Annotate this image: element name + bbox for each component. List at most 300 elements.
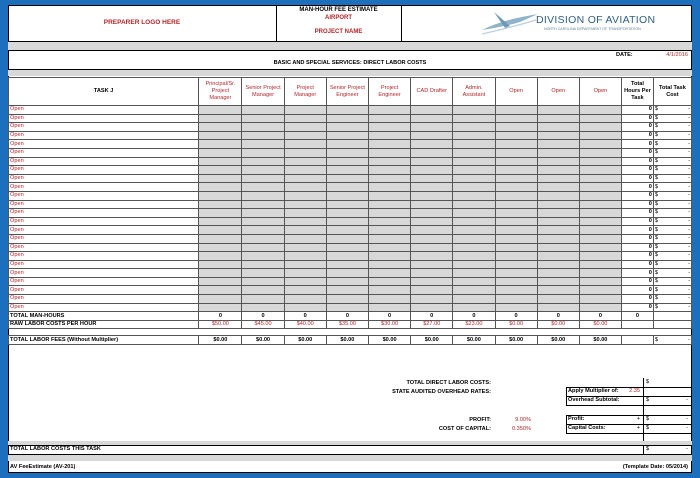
hours-input-cell[interactable] [579,131,621,140]
hours-input-cell[interactable] [242,148,284,157]
hours-input-cell[interactable] [579,166,621,175]
raw-rate-value[interactable]: $30.00 [368,320,410,329]
hours-input-cell[interactable] [242,123,284,132]
hours-input-cell[interactable] [368,123,410,132]
hours-input-cell[interactable] [537,174,579,183]
row-cost-value: - [688,209,690,216]
hours-input-cell[interactable] [537,269,579,278]
hours-input-cell[interactable] [368,286,410,295]
hours-input-cell[interactable] [199,303,242,312]
task-name-cell[interactable]: Open [9,174,199,183]
hours-input-cell[interactable] [453,140,495,149]
hours-input-cell[interactable] [199,252,242,261]
hours-input-cell[interactable] [537,217,579,226]
hours-input-cell[interactable] [579,286,621,295]
hours-input-cell[interactable] [326,200,368,209]
hours-input-cell[interactable] [537,106,579,115]
role-header[interactable]: Open [579,78,621,106]
hours-input-cell[interactable] [411,148,453,157]
hours-input-cell[interactable] [199,243,242,252]
hours-input-cell[interactable] [284,269,326,278]
hours-input-cell[interactable] [411,226,453,235]
hours-input-cell[interactable] [199,140,242,149]
hours-input-cell[interactable] [453,277,495,286]
hours-input-cell[interactable] [411,140,453,149]
hours-input-cell[interactable] [242,166,284,175]
hours-input-cell[interactable] [199,166,242,175]
hours-input-cell[interactable] [537,131,579,140]
hours-input-cell[interactable] [284,277,326,286]
hours-input-cell[interactable] [495,140,537,149]
hours-input-cell[interactable] [453,226,495,235]
task-name-cell[interactable]: Open [9,260,199,269]
hours-input-cell[interactable] [537,243,579,252]
role-header[interactable]: Open [537,78,579,106]
task-name-cell[interactable]: Open [9,286,199,295]
hours-input-cell[interactable] [495,295,537,304]
task-name-cell[interactable]: Open [9,200,199,209]
hours-input-cell[interactable] [242,209,284,218]
hours-input-cell[interactable] [368,131,410,140]
hours-input-cell[interactable] [242,174,284,183]
task-name-cell[interactable]: Open [9,114,199,123]
hours-input-cell[interactable] [579,183,621,192]
hours-input-cell[interactable] [579,123,621,132]
hours-input-cell[interactable] [199,226,242,235]
hours-input-cell[interactable] [495,200,537,209]
hours-input-cell[interactable] [579,303,621,312]
hours-input-cell[interactable] [199,157,242,166]
row-currency: $ [654,278,659,285]
task-name-cell[interactable]: Open [9,183,199,192]
task-name-cell[interactable]: Open [9,123,199,132]
hours-input-cell[interactable] [495,226,537,235]
role-header[interactable]: Open [495,78,537,106]
task-name-cell[interactable]: Open [9,140,199,149]
hours-input-cell[interactable] [368,269,410,278]
hours-input-cell[interactable] [579,140,621,149]
hours-input-cell[interactable] [579,260,621,269]
hours-input-cell[interactable] [326,243,368,252]
hours-input-cell[interactable] [579,200,621,209]
hours-input-cell[interactable] [495,260,537,269]
task-name-cell[interactable]: Open [9,295,199,304]
hours-input-cell[interactable] [284,234,326,243]
hours-input-cell[interactable] [537,123,579,132]
task-name-cell[interactable]: Open [9,209,199,218]
hours-input-cell[interactable] [453,174,495,183]
hours-input-cell[interactable] [495,157,537,166]
hours-input-cell[interactable] [579,157,621,166]
hours-input-cell[interactable] [453,148,495,157]
hours-input-cell[interactable] [537,286,579,295]
hours-input-cell[interactable] [368,243,410,252]
hours-input-cell[interactable] [537,260,579,269]
hours-input-cell[interactable] [453,252,495,261]
hours-input-cell[interactable] [326,286,368,295]
hours-input-cell[interactable] [284,286,326,295]
hours-input-cell[interactable] [537,114,579,123]
hours-input-cell[interactable] [199,269,242,278]
hours-input-cell[interactable] [284,131,326,140]
hours-input-cell[interactable] [495,234,537,243]
hours-input-cell[interactable] [368,148,410,157]
hours-input-cell[interactable] [411,252,453,261]
hours-input-cell[interactable] [326,277,368,286]
hours-input-cell[interactable] [495,123,537,132]
hours-input-cell[interactable] [453,269,495,278]
hours-input-cell[interactable] [453,200,495,209]
hours-input-cell[interactable] [579,243,621,252]
hours-input-cell[interactable] [579,106,621,115]
hours-input-cell[interactable] [537,140,579,149]
hours-input-cell[interactable] [326,234,368,243]
row-currency: $ [654,303,659,310]
hours-input-cell[interactable] [326,174,368,183]
hours-input-cell[interactable] [453,106,495,115]
hours-input-cell[interactable] [242,183,284,192]
hours-input-cell[interactable] [326,217,368,226]
hours-input-cell[interactable] [284,200,326,209]
hours-input-cell[interactable] [495,148,537,157]
hours-input-cell[interactable] [284,106,326,115]
hours-input-cell[interactable] [411,166,453,175]
hours-input-cell[interactable] [284,209,326,218]
role-header[interactable]: Admin. Assistant [453,78,495,106]
hours-input-cell[interactable] [453,295,495,304]
hours-input-cell[interactable] [368,183,410,192]
hours-input-cell[interactable] [199,286,242,295]
hours-input-cell[interactable] [579,252,621,261]
task-name-cell[interactable]: Open [9,226,199,235]
task-name-cell[interactable]: Open [9,157,199,166]
hours-input-cell[interactable] [579,174,621,183]
hours-input-cell[interactable] [242,226,284,235]
hours-input-cell[interactable] [326,140,368,149]
hours-input-cell[interactable] [453,191,495,200]
hours-input-cell[interactable] [579,234,621,243]
raw-rate-value[interactable]: $27.00 [411,320,453,329]
task-name-cell[interactable]: Open [9,269,199,278]
hours-input-cell[interactable] [411,243,453,252]
hours-input-cell[interactable] [368,174,410,183]
task-name-cell[interactable]: Open [9,243,199,252]
hours-input-cell[interactable] [368,106,410,115]
role-header[interactable]: Senior Project Manager [242,78,284,106]
hours-input-cell[interactable] [453,183,495,192]
hours-input-cell[interactable] [537,191,579,200]
hours-input-cell[interactable] [495,217,537,226]
hours-input-cell[interactable] [199,209,242,218]
hours-input-cell[interactable] [326,252,368,261]
hours-input-cell[interactable] [368,295,410,304]
hours-input-cell[interactable] [326,157,368,166]
hours-input-cell[interactable] [284,243,326,252]
hours-input-cell[interactable] [495,106,537,115]
row-cost-value: - [688,243,690,250]
hours-input-cell[interactable] [579,114,621,123]
raw-rate-value[interactable]: $23.00 [453,320,495,329]
hours-input-cell[interactable] [284,226,326,235]
hours-input-cell[interactable] [453,114,495,123]
hours-input-cell[interactable] [242,217,284,226]
hours-input-cell[interactable] [326,295,368,304]
task-name-cell[interactable]: Open [9,131,199,140]
hours-input-cell[interactable] [326,183,368,192]
hours-input-cell[interactable] [495,286,537,295]
hours-input-cell[interactable] [242,140,284,149]
hours-input-cell[interactable] [242,114,284,123]
hours-input-cell[interactable] [495,131,537,140]
hours-input-cell[interactable] [495,114,537,123]
hours-input-cell[interactable] [326,226,368,235]
raw-rate-value[interactable]: $0.00 [537,320,579,329]
task-name-cell[interactable]: Open [9,277,199,286]
hours-input-cell[interactable] [199,191,242,200]
hours-input-cell[interactable] [537,209,579,218]
hours-input-cell[interactable] [199,174,242,183]
hours-input-cell[interactable] [326,114,368,123]
hours-input-cell[interactable] [242,200,284,209]
project-name-label[interactable]: PROJECT NAME [314,29,363,35]
hours-input-cell[interactable] [411,183,453,192]
hours-input-cell[interactable] [242,131,284,140]
hours-input-cell[interactable] [284,148,326,157]
hours-input-cell[interactable] [579,191,621,200]
profit-percent[interactable]: 9.00% [515,417,531,423]
hours-input-cell[interactable] [411,200,453,209]
hours-input-cell[interactable] [495,243,537,252]
hours-input-cell[interactable] [368,191,410,200]
role-header[interactable]: Project Manager [284,78,326,106]
hours-input-cell[interactable] [411,277,453,286]
hours-input-cell[interactable] [284,191,326,200]
row-cost-cell [653,183,691,192]
task-row [9,131,692,140]
hours-input-cell[interactable] [242,191,284,200]
hours-input-cell[interactable] [579,209,621,218]
hours-input-cell[interactable] [453,157,495,166]
hours-input-cell[interactable] [199,123,242,132]
hours-input-cell[interactable] [453,243,495,252]
hours-input-cell[interactable] [411,286,453,295]
row-cost-value: - [688,157,690,164]
task-name-cell[interactable]: Open [9,234,199,243]
hours-input-cell[interactable] [199,217,242,226]
hours-input-cell[interactable] [453,234,495,243]
hours-input-cell[interactable] [199,277,242,286]
hours-input-cell[interactable] [537,252,579,261]
task-row [9,286,692,295]
hours-input-cell[interactable] [326,209,368,218]
hours-input-cell[interactable] [326,106,368,115]
hours-input-cell[interactable] [579,148,621,157]
hours-input-cell[interactable] [368,166,410,175]
hours-input-cell[interactable] [284,140,326,149]
hours-input-cell[interactable] [411,131,453,140]
hours-input-cell[interactable] [495,166,537,175]
raw-rate-value[interactable]: $0.00 [495,320,537,329]
multiplier-value[interactable]: 2.35 [629,388,640,394]
hours-input-cell[interactable] [537,234,579,243]
hours-input-cell[interactable] [326,148,368,157]
hours-input-cell[interactable] [242,252,284,261]
hours-input-cell[interactable] [242,243,284,252]
hours-input-cell[interactable] [326,303,368,312]
hours-input-cell[interactable] [242,295,284,304]
hours-input-cell[interactable] [453,131,495,140]
hours-input-cell[interactable] [326,123,368,132]
hours-input-cell[interactable] [579,226,621,235]
date-value[interactable]: 4/1/2016 [666,52,688,58]
task-name-cell[interactable]: Open [9,191,199,200]
hours-input-cell[interactable] [537,226,579,235]
hours-input-cell[interactable] [537,183,579,192]
task-name-cell[interactable]: Open [9,303,199,312]
task-name-cell[interactable]: Open [9,166,199,175]
hours-input-cell[interactable] [537,157,579,166]
task-name-cell[interactable]: Open [9,217,199,226]
hours-input-cell[interactable] [411,174,453,183]
hours-input-cell[interactable] [199,295,242,304]
hours-input-cell[interactable] [284,295,326,304]
hours-input-cell[interactable] [495,277,537,286]
hours-input-cell[interactable] [284,183,326,192]
hours-input-cell[interactable] [199,183,242,192]
hours-input-cell[interactable] [411,191,453,200]
hours-input-cell[interactable] [453,303,495,312]
raw-rate-value[interactable]: $40.00 [284,320,326,329]
hours-input-cell[interactable] [453,217,495,226]
hours-input-cell[interactable] [326,191,368,200]
hours-input-cell[interactable] [411,114,453,123]
hours-input-cell[interactable] [368,277,410,286]
hours-input-cell[interactable] [199,260,242,269]
hours-input-cell[interactable] [284,114,326,123]
hours-input-cell[interactable] [368,260,410,269]
hours-input-cell[interactable] [368,209,410,218]
hours-input-cell[interactable] [537,148,579,157]
hours-input-cell[interactable] [326,166,368,175]
hours-input-cell[interactable] [537,295,579,304]
hours-input-cell[interactable] [579,277,621,286]
hours-input-cell[interactable] [579,217,621,226]
hours-input-cell[interactable] [495,183,537,192]
hours-input-cell[interactable] [411,123,453,132]
role-header[interactable]: Principal/Sr. Project Manager [199,78,242,106]
hours-input-cell[interactable] [284,174,326,183]
hours-input-cell[interactable] [326,131,368,140]
hours-input-cell[interactable] [411,269,453,278]
hours-input-cell[interactable] [368,140,410,149]
hours-input-cell[interactable] [453,260,495,269]
hours-input-cell[interactable] [537,200,579,209]
raw-rate-value[interactable]: $50.00 [199,320,242,329]
row-hours-total: 0 [622,174,654,183]
hours-input-cell[interactable] [199,131,242,140]
hours-input-cell[interactable] [284,157,326,166]
capital-percent[interactable]: 0.350% [512,426,531,432]
hours-input-cell[interactable] [368,234,410,243]
task-name-cell[interactable]: Open [9,106,199,115]
hours-input-cell[interactable] [453,209,495,218]
task-name-cell[interactable]: Open [9,148,199,157]
hours-input-cell[interactable] [199,200,242,209]
hours-input-cell[interactable] [537,303,579,312]
hours-input-cell[interactable] [453,286,495,295]
hours-input-cell[interactable] [411,217,453,226]
task-name-cell[interactable]: Open [9,252,199,261]
hours-input-cell[interactable] [453,166,495,175]
hours-input-cell[interactable] [199,114,242,123]
hours-input-cell[interactable] [495,174,537,183]
airport-label[interactable]: AIRPORT [325,15,352,21]
hours-input-cell[interactable] [242,286,284,295]
hours-input-cell[interactable] [368,226,410,235]
hours-input-cell[interactable] [495,269,537,278]
hours-input-cell[interactable] [242,260,284,269]
hours-input-cell[interactable] [411,106,453,115]
hours-input-cell[interactable] [495,303,537,312]
hours-input-cell[interactable] [242,157,284,166]
raw-rate-value[interactable]: $0.00 [579,320,621,329]
raw-rate-value[interactable]: $35.00 [326,320,368,329]
hours-input-cell[interactable] [453,123,495,132]
hours-input-cell[interactable] [368,200,410,209]
hours-input-cell[interactable] [537,166,579,175]
hours-input-cell[interactable] [242,303,284,312]
hours-input-cell[interactable] [368,114,410,123]
hours-input-cell[interactable] [411,295,453,304]
hours-input-cell[interactable] [495,209,537,218]
hours-input-cell[interactable] [284,303,326,312]
role-header[interactable]: CAD Drafter [411,78,453,106]
hours-input-cell[interactable] [199,148,242,157]
role-header[interactable]: Senior Project Engineer [326,78,368,106]
raw-rate-value[interactable]: $45.00 [242,320,284,329]
hours-input-cell[interactable] [411,303,453,312]
hours-input-cell[interactable] [495,191,537,200]
hours-input-cell[interactable] [284,217,326,226]
row-currency: $ [654,295,659,302]
hours-input-cell[interactable] [411,234,453,243]
hours-input-cell[interactable] [579,295,621,304]
role-header[interactable]: Project Engineer [368,78,410,106]
hours-input-cell[interactable] [284,260,326,269]
hours-input-cell[interactable] [579,269,621,278]
hours-input-cell[interactable] [199,234,242,243]
hours-input-cell[interactable] [368,303,410,312]
hours-input-cell[interactable] [199,106,242,115]
hours-input-cell[interactable] [368,252,410,261]
hours-input-cell[interactable] [284,166,326,175]
hours-input-cell[interactable] [411,209,453,218]
hours-input-cell[interactable] [242,269,284,278]
hours-input-cell[interactable] [284,252,326,261]
hours-input-cell[interactable] [242,234,284,243]
hours-input-cell[interactable] [495,252,537,261]
hours-input-cell[interactable] [368,157,410,166]
hours-input-cell[interactable] [411,260,453,269]
hours-input-cell[interactable] [284,123,326,132]
hours-input-cell[interactable] [326,269,368,278]
hours-input-cell[interactable] [411,157,453,166]
hours-input-cell[interactable] [242,106,284,115]
hours-input-cell[interactable] [242,277,284,286]
hours-input-cell[interactable] [368,217,410,226]
hours-input-cell[interactable] [537,277,579,286]
hours-input-cell[interactable] [326,260,368,269]
